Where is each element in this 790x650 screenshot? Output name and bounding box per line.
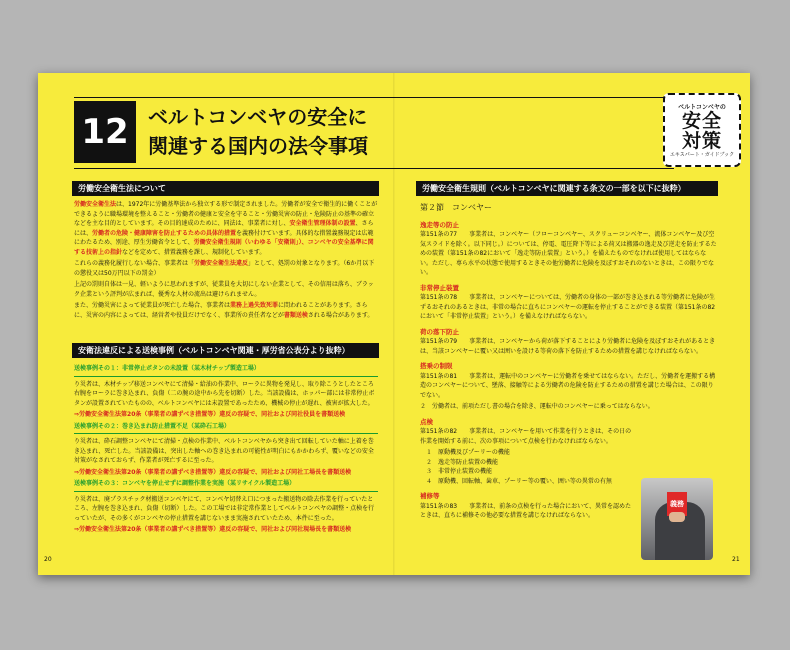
law-6-body: 第151条の83 事業者は、前条の点検を行った場合において、異常を認めたときは、直ちに補修その他必要な措置を講じなければならない。 [420,502,631,519]
title-top-rule [74,97,674,98]
rules-chapter-label: 第２節 コンベヤー [420,203,492,212]
cases-block [74,362,378,537]
case-3-body: り災者は、廃プラスチック材搬送コンベヤにて、コンベヤ切替え口につまった搬送物の除去作業を行っていたところ、左腕を巻き込まれ、負傷（切断）した。この工場では非定常作業としてベルトコンベヤの調整・点検を行っていたが、その多くがコンベヤの停止措置を講じないまま実施されていたため、本件に至った。 [74,495,375,522]
book-spread [38,73,750,575]
case-2-heading: 送検事例その２：巻き込まれ防止措置不足（某砕石工場） [74,422,378,435]
law-5-item: １ 原動機及びプーリーの機能 [426,449,510,456]
case-1-heading: 送検事例その１：非常停止ボタンの未設置（某木材チップ製造工場） [74,364,378,377]
chapter-number: 12 [74,101,136,163]
rules-block [420,199,718,523]
law-4-extra: ２ 労働者は、前項ただし書の場合を除き、運転中のコンベヤーに乗ってはならない。 [420,403,654,410]
reputation-paragraph: 上記の罰則自体は一見、軽いように思われますが、従業員を大切にしない企業として、その信用は落ち、ブラック企業という評判が広まれば、優秀な人材の流出は避けられません。 [74,281,374,298]
case-3 [74,479,378,535]
logo-sub: エキスパート・ガイドブック [669,152,735,158]
page-fold [393,73,395,575]
law-intro-block [74,200,378,322]
law-3-title: 荷の落下防止 [420,327,459,336]
intro-label: 労働安全衛生法 [74,201,117,208]
section-heading-cases: 安衛法違反による送検事例（ベルトコンベヤ関連・厚労省公表分より抜粋） [72,343,379,358]
law-1-title: 逸走等の防止 [420,220,459,229]
law-4-title: 搭乗の制限 [420,362,453,370]
page-number-left: 20 [44,556,52,563]
logo-main1: 安全 [681,110,722,132]
law-5-title: 点検 [420,417,433,426]
section-heading-rules: 労働安全衛生規則（ベルトコンベヤに関連する条文の一部を以下に抜粋） [416,181,718,196]
law-1-body: 第151条の77 事業者は、コンベヤー（フローコンベヤー、スクリューコンベヤー、流体コンベヤー及び空気スライドを除く。以下同じ。）については、停電、電圧降下等による荷又は搬器の逸走及び逆走を防止するための装置（第151条の82において「逸走等防止装置」という。）を備えたものでなければ使用してはならない。ただし、専ら水平の状態で使用するときその他労働者に危険を及ぼすおそれのないときは、この限りでない。 [420,231,717,276]
chapter-title-line1: ベルトコンベヤの安全に [148,105,368,129]
logo-main2: 対策 [681,130,722,152]
logo-top-text: ベルトコンベヤの [678,104,726,111]
intro-paragraph: 労働安全衛生法は、1972年に労働基準法から独立する形で制定されました。労働者が安全で衛生的に働くことができるように職場環境を整えること・労働者の健康と安全を守ること・労働災害の防止・危険防止の基準の確立などを主な目的としています。その目的達成のために、同法は、事業者に対し、安全衛生管理体制の設置、さらには、労働者の危険・健康障害を防止するための具体的措置を義務付けています。具体的な措置義務規定は広範にわたるため、別途、厚生労働省令として、労働安全衛生規則（いわゆる「安衛則」）、コンベヤの安全基準に関する技術上の指針などを定めて、措置義務を課し、規制化しています。 [74,201,378,256]
law-3-body: 第151条の79 事業者は、コンベヤーから荷が落下することにより労働者に危険を及ぼすおそれがあるときは、当該コンベヤーに覆い又は囲いを設ける等荷の落下を防止するための措置を講じなければならない。 [420,338,716,355]
photo-red-card: 義務 [667,492,687,516]
page-number-right: 21 [732,556,740,563]
section-heading-law: 労働安全衛生法について [72,181,379,196]
series-logo [663,93,741,167]
case-1-violation: ⇒労働安全衛生法第20条（事業者の講ずべき措置等）違反の容疑で、同社および同社役員を書類送検 [74,411,346,418]
law-2-body: 第151条の78 事業者は、コンベヤーについては、労働者の身体の一部が巻き込まれる等労働者に危険が生ずるおそれのあるときは、非常の場合に直ちにコンベヤーの運転を停止することができる装置（第151条の82において「非常停止装置」という。）を備えなければならない。 [420,294,716,320]
photo-businessman [641,478,713,560]
case-2 [74,422,378,478]
case-3-violation: ⇒労働安全衛生法第20条（事業者の講ずべき措置等）違反の容疑で、同社および同社現場長を書類送検 [74,526,352,533]
chapter-title [148,103,368,161]
hand-shape [669,512,685,522]
case-3-heading: 送検事例その３：コンベヤを停止せずに調整作業を実施（某リサイクル製造工場） [74,479,378,492]
penalty-paragraph: これらの義務化履行しない場合、事業者は「労働安全衛生法違反」として、処罰の対象となります。（6か月以下の懲役又は50万円以下の罰金） [74,260,375,277]
chapter-title-line2: 関連する国内の法令事項 [148,134,368,158]
law-5-item: ２ 逸走等防止装置の機能 [426,458,499,466]
law-4-body: 第151条の81 事業者は、運転中のコンベヤーに労働者を乗せてはならない。ただし、労働者を運搬する構造のコンベヤーについて、墜落、接触等による労働者の危険を防止するための措置を講じた場合は、この限りでない。 [420,372,716,399]
law-6-title: 補修等 [420,492,440,500]
case-1 [74,364,378,420]
law-5-item: ３ 非常停止装置の機能 [426,468,493,475]
case-2-body: り災者は、砕石調整コンベヤにて清掃・点検の作業中、ベルトコンベヤから突き出て回転していた軸に上着を巻き込まれ、死亡した。当該設備は、突出した軸への巻き込まれの可能性が明白にもかかわらず、覆いなどの安全対策がなされておらず、作業者が死亡するに至った。 [74,438,374,464]
law-2-title: 非常停止装置 [420,283,459,292]
law-5-item: ４ 原動機、回転軸、歯車、プーリー等の覆い、囲い等の異常の有無 [426,477,612,485]
case-1-body: り災者は、木材チップ移送コンベヤにて清掃・給油の作業中、ローラに異物を発見し、取り除こうとしたところ右腕をローラに巻き込まれ、負傷（二の腕の途中から先を切断）した。当該設備は、ホッパー部には非常停止ボタンが設置されていたものの、ベルトコンベヤには未設置であったため、機械の停止が遅れ、被害が拡大した。 [74,380,375,407]
title-bottom-rule [74,168,674,169]
liability-paragraph: また、労働災害によって従業員が死亡した場合、事業者は業務上過失致死罪に問われることがあります。さらに、災害の内容によっては、経営者や役員だけでなく、事業所の責任者などが書類送検される場合があります。 [74,302,374,319]
law-5-body: 第151条の82 事業者は、コンベヤーを用いて作業を行うときは、その日の作業を開始する前に、次の事項について点検を行わなければならない。 [420,428,632,445]
case-2-violation: ⇒労働安全衛生法第20条（事業者の講ずべき措置等）違反の容疑で、同社および同社工場長を書類送検 [74,468,352,476]
